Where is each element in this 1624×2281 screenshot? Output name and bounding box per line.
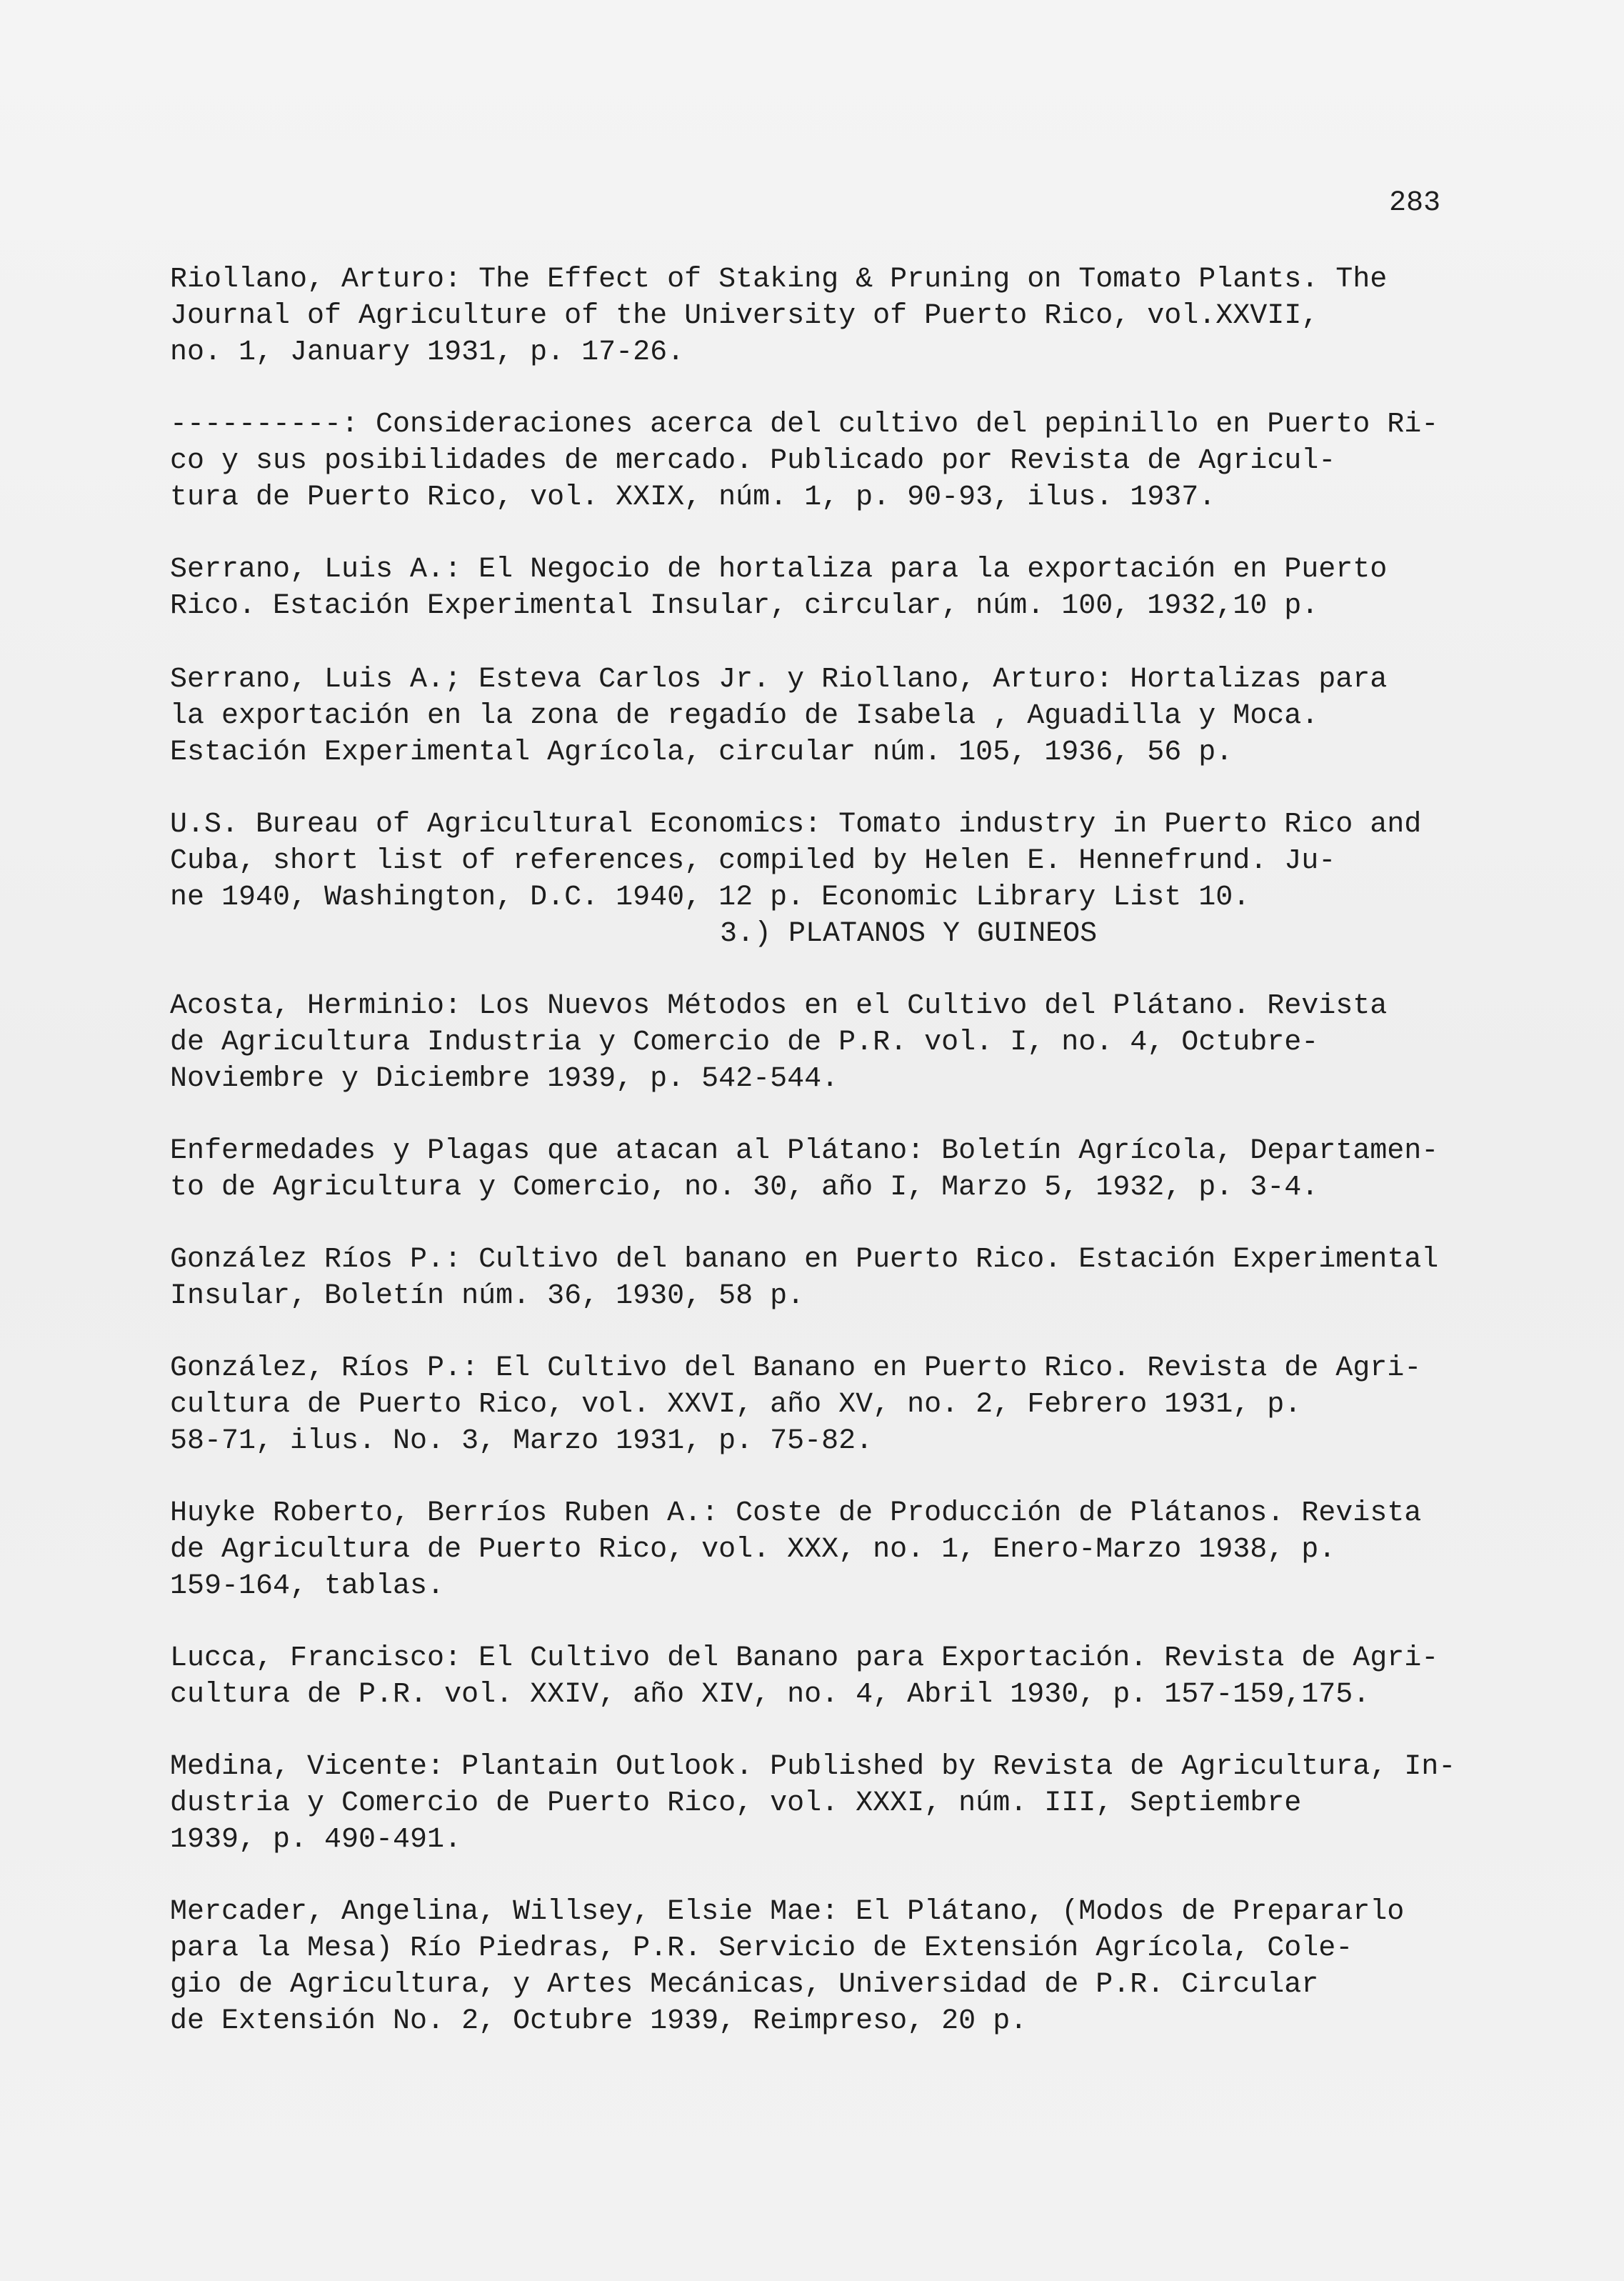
entry-line: to de Agricultura y Comercio, no. 30, año I, Marzo 5, 1932, p. 3-4.	[170, 1172, 1319, 1204]
entry-line: la exportación en la zona de regadío de Isabela , Aguadilla y Moca.	[170, 700, 1319, 732]
entry-line: Serrano, Luis A.: El Negocio de hortaliza para la exportación en Puerto	[170, 554, 1388, 586]
bibliography-entry	[170, 807, 1505, 916]
bibliography-entry	[170, 1640, 1505, 1713]
entry-line: Huyke Roberto, Berríos Ruben A.: Coste de Producción de Plátanos. Revista	[170, 1497, 1422, 1529]
bibliography-entry	[170, 406, 1505, 516]
entry-line: gio de Agricultura, y Artes Mecánicas, Universidad de P.R. Circular	[170, 1969, 1319, 2001]
entry-line: cultura de Puerto Rico, vol. XXVI, año XV, no. 2, Febrero 1931, p.	[170, 1389, 1302, 1421]
entry-line: tura de Puerto Rico, vol. XXIX, núm. 1, p. 90-93, ilus. 1937.	[170, 481, 1216, 514]
entry-line: González Ríos P.: Cultivo del banano en Puerto Rico. Estación Experimental	[170, 1244, 1439, 1276]
entry-line: Serrano, Luis A.; Esteva Carlos Jr. y Riollano, Arturo: Hortalizas para	[170, 664, 1388, 696]
entry-line: Estación Experimental Agrícola, circular núm. 105, 1936, 56 p.	[170, 737, 1233, 769]
bibliography-entry	[170, 551, 1505, 624]
entry-line: para la Mesa) Río Piedras, P.R. Servicio de Extensión Agrícola, Cole-	[170, 1932, 1353, 1965]
entry-line: Riollano, Arturo: The Effect of Staking & Pruning on Tomato Plants. The	[170, 264, 1388, 296]
entry-line: Medina, Vicente: Plantain Outlook. Published by Revista de Agricultura, In-	[170, 1751, 1456, 1783]
bibliography-entry	[170, 1495, 1505, 1604]
entry-line: Insular, Boletín núm. 36, 1930, 58 p.	[170, 1280, 805, 1312]
entry-line: Journal of Agriculture of the University of Puerto Rico, vol.XXVII,	[170, 300, 1319, 332]
bibliography-entry	[170, 1350, 1505, 1459]
entry-line: González, Ríos P.: El Cultivo del Banano en Puerto Rico. Revista de Agri-	[170, 1352, 1422, 1384]
entry-line: cultura de P.R. vol. XXIV, año XIV, no. 4, Abril 1930, p. 157-159,175.	[170, 1679, 1370, 1711]
entry-line: Rico. Estación Experimental Insular, circular, núm. 100, 1932,10 p.	[170, 590, 1319, 622]
entry-line: co y sus posibilidades de mercado. Publicado por Revista de Agricul-	[170, 445, 1336, 477]
bibliography-entry	[170, 1242, 1505, 1314]
bibliography-entry	[170, 1749, 1505, 1858]
entry-line: 159-164, tablas.	[170, 1570, 445, 1602]
entry-line: ----------: Consideraciones acerca del cultivo del pepinillo en Puerto Ri-	[170, 409, 1439, 441]
section-heading: 3.) PLATANOS Y GUINEOS	[720, 918, 1098, 950]
entry-line: no. 1, January 1931, p. 17-26.	[170, 336, 685, 369]
entry-line: 1939, p. 490-491.	[170, 1824, 462, 1856]
entry-line: ne 1940, Washington, D.C. 1940, 12 p. Economic Library List 10.	[170, 882, 1250, 914]
entry-line: U.S. Bureau of Agricultural Economics: Tomato industry in Puerto Rico and	[170, 809, 1422, 841]
entry-line: Mercader, Angelina, Willsey, Elsie Mae: El Plátano, (Modos de Prepararlo	[170, 1896, 1405, 1928]
entry-line: de Agricultura Industria y Comercio de P.R. vol. I, no. 4, Octubre-	[170, 1027, 1319, 1059]
entry-line: 58-71, ilus. No. 3, Marzo 1931, p. 75-82.	[170, 1425, 873, 1457]
bibliography-list	[170, 261, 1505, 2040]
entry-line: Acosta, Herminio: Los Nuevos Métodos en el Cultivo del Plátano. Revista	[170, 990, 1388, 1022]
entry-line: de Agricultura de Puerto Rico, vol. XXX, no. 1, Enero-Marzo 1938, p.	[170, 1534, 1336, 1566]
entry-line: Enfermedades y Plagas que atacan al Plátano: Boletín Agrícola, Departamen-	[170, 1135, 1439, 1167]
bibliography-entry	[170, 261, 1505, 371]
bibliography-entry	[170, 1894, 1505, 2040]
bibliography-entry	[170, 1133, 1505, 1206]
page-number: 283	[1389, 187, 1441, 219]
entry-line: Lucca, Francisco: El Cultivo del Banano para Exportación. Revista de Agri-	[170, 1642, 1439, 1674]
bibliography-entry	[170, 662, 1505, 771]
entry-line: dustria y Comercio de Puerto Rico, vol. XXXI, núm. III, Septiembre	[170, 1787, 1302, 1820]
bibliography-entry	[170, 988, 1505, 1097]
entry-line: Noviembre y Diciembre 1939, p. 542-544.	[170, 1063, 839, 1095]
entry-line: de Extensión No. 2, Octubre 1939, Reimpreso, 20 p.	[170, 2005, 1028, 2037]
entry-line: Cuba, short list of references, compiled by Helen E. Hennefrund. Ju-	[170, 845, 1336, 877]
